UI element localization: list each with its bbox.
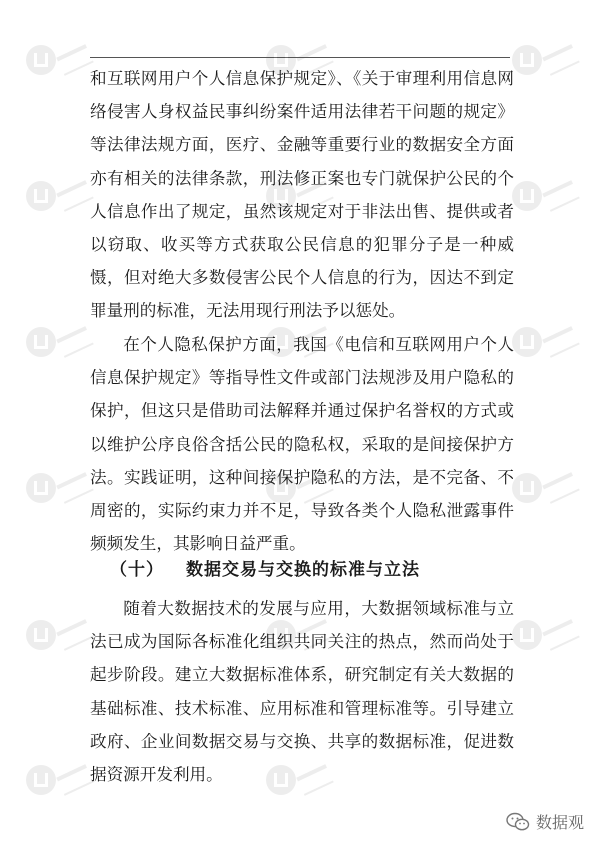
- section-number: （十）: [110, 560, 164, 580]
- body-paragraph-2: 在个人隐私保护方面，我国《电信和互联网用户个人信息保护规定》等指导性文件或部门法规涉及用户隐私的保护，但这只是借助司法解释并通过保护名誉权的方式或以维护公序良俗含括公民的隐私权，采取的是间接保护方法。实践证明，这种间接保护隐私的方法，是不完备、不周密的，实际约束力并不足，导致各类个人隐私泄露事件频频发生，其影响日益严重。: [90, 335, 514, 554]
- wechat-icon: [506, 812, 530, 832]
- body-paragraph-1: 和互联网用户个人信息保护规定》、《关于审理利用信息网络侵害人身权益民事纠纷案件适用法律若干问题的规定》等法律法规方面，医疗、金融等重要行业的数据安全方面亦有相关的法律条款，刑法修正案也专门就保护公民的个人信息作出了规定，虽然该规定对于非法出售、提供或者以窃取、收买等方式获取公民信息的犯罪分子是一种威慑，但对绝大多数侵害公民个人信息的行为，因达不到定罪量刑的标准，无法用现行刑法予以惩处。: [90, 69, 514, 321]
- watermark-logo: [512, 468, 578, 508]
- source-name: 数据观: [535, 813, 584, 832]
- watermark-logo: [26, 40, 92, 80]
- watermark-logo: [512, 322, 578, 362]
- watermark-logo: [26, 760, 92, 800]
- watermark-logo: [26, 322, 92, 362]
- body-paragraph-3: 随着大数据技术的发展与应用，大数据领域标准与立法已成为国际各标准化组织共同关注的热点，然而尚处于起步阶段。建立大数据标准体系，研究制定有关大数据的基础标准、技术标准、应用标准和管理标准等。引导建立政府、企业间数据交易与交换、共享的数据标准，促进数据资源开发利用。: [90, 599, 514, 785]
- watermark-logo: [26, 615, 92, 655]
- section-heading: [110, 555, 420, 585]
- section-title: 数据交易与交换的标准与立法: [186, 560, 420, 580]
- watermark-logo: [26, 468, 92, 508]
- watermark-logo: [26, 176, 92, 216]
- watermark-logo: [512, 40, 578, 80]
- watermark-logo: [512, 615, 578, 655]
- watermark-logo: [512, 176, 578, 216]
- source-credit: [506, 810, 584, 833]
- header-rule: [90, 57, 510, 58]
